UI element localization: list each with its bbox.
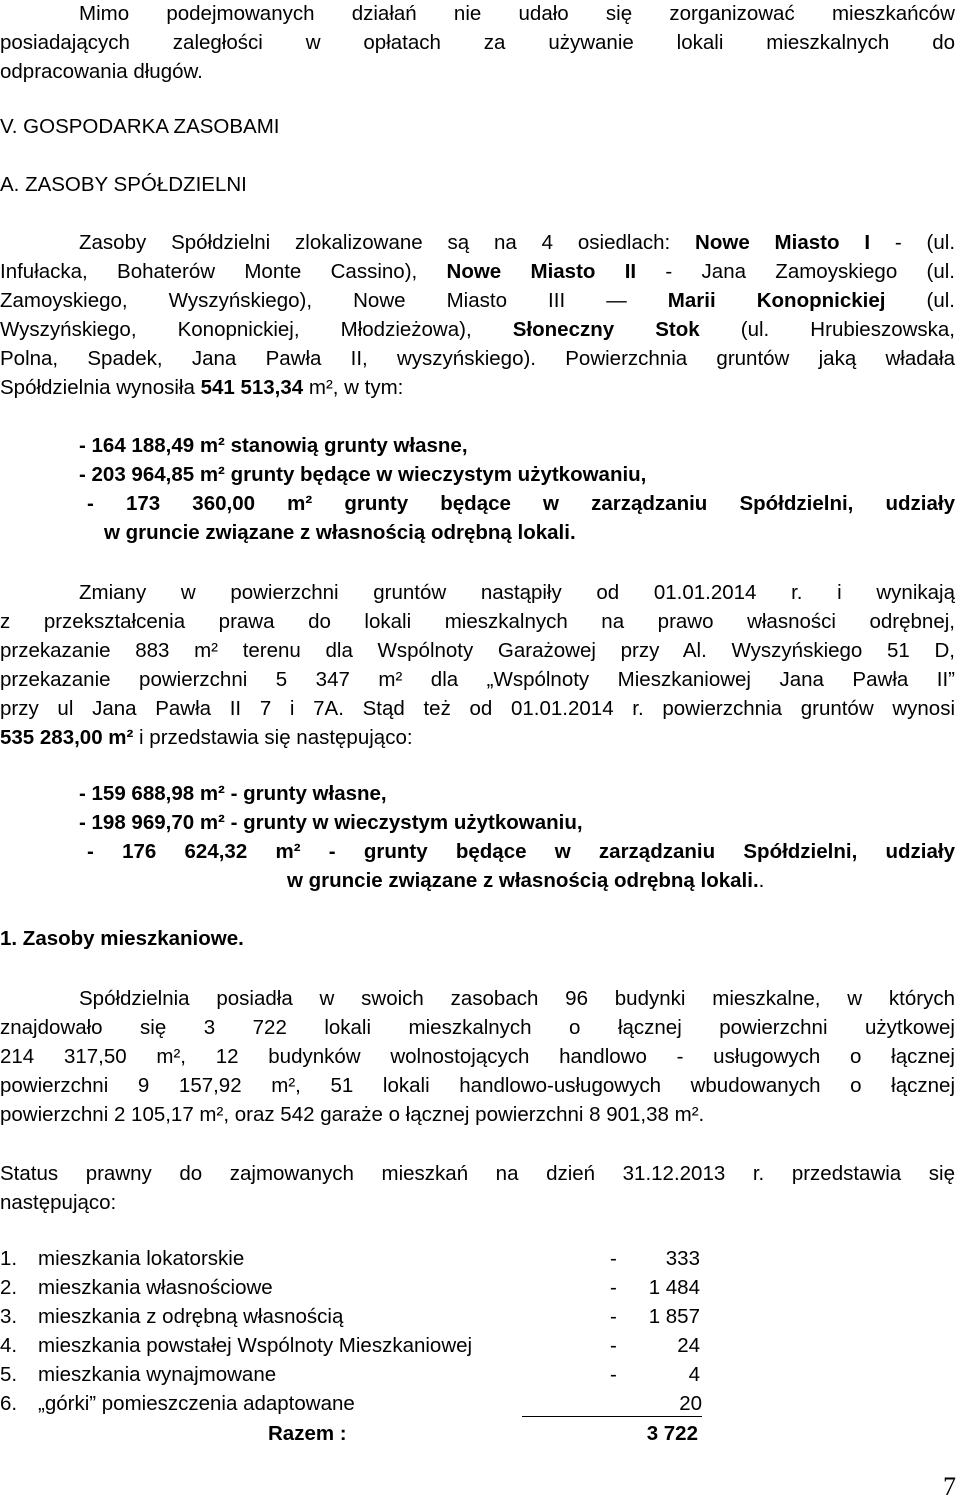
status-row	[0, 1276, 720, 1305]
text-run: (ul.	[885, 289, 955, 312]
text-run: Spółdzielnia wynosiła	[0, 376, 201, 399]
status-row	[0, 1334, 720, 1363]
text-line: Mimo podejmowanych działań nie udało się zorganizować mieszkańców	[79, 2, 955, 25]
text-line: następująco:	[0, 1191, 117, 1214]
estate-name: Nowe Miasto I	[695, 231, 871, 254]
subsection-title: 1. Zasoby mieszkaniowe.	[0, 927, 244, 950]
row-value: 333	[665, 1247, 700, 1270]
row-value: 1 484	[648, 1276, 700, 1299]
text-line: przekazanie powierzchni 5 347 m² dla „Wspólnoty Mieszkaniowej Jana Pawła II”	[0, 668, 955, 691]
status-row	[0, 1392, 720, 1421]
land-list-item: - 203 964,85 m² grunty będące w wieczystym użytkowaniu,	[79, 463, 647, 486]
text-run: i przedstawia się następująco:	[133, 726, 413, 749]
text-run: Zamoyskiego, Wyszyńskiego), Nowe Miasto III —	[0, 289, 668, 312]
status-row	[0, 1305, 720, 1334]
row-dash: -	[610, 1305, 617, 1328]
row-number: 5.	[0, 1363, 18, 1386]
text-run: Wyszyńskiego, Konopnickiej, Młodzieżowa),	[0, 318, 513, 341]
row-label: mieszkania lokatorskie	[38, 1247, 245, 1270]
estate-name: Marii Konopnickiej	[667, 289, 886, 312]
total-area: 541 513,34	[200, 376, 304, 399]
land-list-item: - 159 688,98 m² - grunty własne,	[79, 782, 387, 805]
text-line: przy ul Jana Pawła II 7 i 7A. Stąd też od 01.01.2014 r. powierzchnia gruntów wynosi	[0, 697, 955, 720]
changes-paragraph	[0, 578, 955, 752]
text-run: (ul. Hrubieszowska,	[699, 318, 955, 341]
row-value: 1 857	[648, 1305, 700, 1328]
text-line: odpracowania długów.	[0, 60, 203, 83]
row-number: 6.	[0, 1392, 18, 1415]
text-line: 214 317,50 m², 12 budynków wolnostojących handlowo - usługowych o łącznej	[0, 1045, 955, 1068]
section-heading: V. GOSPODARKA ZASOBAMI	[0, 115, 280, 138]
row-value-underlined: 20	[522, 1392, 702, 1417]
text-run: m², w tym:	[303, 376, 404, 399]
row-dash: -	[610, 1276, 617, 1299]
estate-name: Słoneczny Stok	[512, 318, 700, 341]
land-list-item: - 176 624,32 m² - grunty będące w zarządzaniu Spółdzielni, udziały	[87, 840, 955, 863]
text-line	[0, 228, 955, 257]
text-line	[0, 257, 955, 286]
status-row	[0, 1247, 720, 1276]
text-line: Spółdzielnia posiadła w swoich zasobach 96 budynki mieszkalne, w których	[79, 987, 955, 1010]
land-list-item: w gruncie związane z własnością odrębną lokali.	[104, 521, 576, 544]
current-area: 535 283,00 m²	[0, 726, 134, 749]
row-dash: -	[610, 1363, 617, 1386]
text-line	[0, 286, 955, 315]
text-run: - Jana Zamoyskiego (ul.	[636, 260, 955, 283]
row-number: 4.	[0, 1334, 18, 1357]
text-line: z przekształcenia prawa do lokali mieszkalnych na prawo własności odrębnej,	[0, 610, 955, 633]
row-label: mieszkania powstałej Wspólnoty Mieszkaniowej	[38, 1334, 473, 1357]
row-number: 3.	[0, 1305, 18, 1328]
status-intro-paragraph	[0, 1159, 955, 1217]
row-label: mieszkania wynajmowane	[38, 1363, 277, 1386]
land-list-item: - 198 969,70 m² - grunty w wieczystym użytkowaniu,	[79, 811, 583, 834]
total-label: Razem :	[268, 1422, 347, 1445]
land-paragraph	[0, 228, 955, 402]
row-label: „górki” pomieszczenia adaptowane	[38, 1392, 355, 1415]
text-line: posiadających zaległości w opłatach za używanie lokali mieszkalnych do	[0, 31, 955, 54]
total-row	[0, 1422, 720, 1451]
text-line: powierzchni 9 157,92 m², 51 lokali handlowo-usługowych wbudowanych o łącznej	[0, 1074, 955, 1097]
text-line: powierzchni 2 105,17 m², oraz 542 garaże o łącznej powierzchni 8 901,38 m².	[0, 1103, 705, 1126]
housing-paragraph	[0, 984, 955, 1129]
text-line: Zmiany w powierzchni gruntów nastąpiły od 01.01.2014 r. i wynikają	[79, 581, 955, 604]
text-line	[0, 373, 955, 402]
row-label: mieszkania własnościowe	[38, 1276, 273, 1299]
row-value	[522, 1392, 702, 1417]
land-list-item: - 164 188,49 m² stanowią grunty własne,	[79, 434, 468, 457]
text-run: - (ul.	[870, 231, 956, 254]
subsection-heading: A. ZASOBY SPÓŁDZIELNI	[0, 173, 247, 196]
text-run: Infułacka, Bohaterów Monte Cassino),	[0, 260, 447, 283]
estate-name: Nowe Miasto II	[446, 260, 637, 283]
text-line: przekazanie 883 m² terenu dla Wspólnoty Garażowej przy Al. Wyszyńskiego 51 D,	[0, 639, 955, 662]
row-dash: -	[610, 1247, 617, 1270]
text-run: .	[758, 869, 765, 892]
row-number: 2.	[0, 1276, 18, 1299]
row-value: 4	[688, 1363, 700, 1386]
row-value: 24	[677, 1334, 700, 1357]
land-list-item	[287, 869, 764, 893]
intro-paragraph	[0, 0, 955, 86]
total-value: 3 722	[646, 1422, 698, 1445]
land-list-item: - 173 360,00 m² grunty będące w zarządzaniu Spółdzielni, udziały	[87, 492, 955, 515]
text-run: w gruncie związane z własnością odrębną lokali.	[287, 869, 759, 892]
status-row	[0, 1363, 720, 1392]
text-line	[0, 315, 955, 344]
text-line: Polna, Spadek, Jana Pawła II, wyszyńskiego). Powierzchnia gruntów jaką władała	[0, 347, 955, 370]
row-number: 1.	[0, 1247, 18, 1270]
row-label: mieszkania z odrębną własnością	[38, 1305, 344, 1328]
text-run: Zasoby Spółdzielni zlokalizowane są na 4 osiedlach:	[79, 231, 696, 254]
text-line: znajdowało się 3 722 lokali mieszkalnych o łącznej powierzchni użytkowej	[0, 1016, 955, 1039]
text-line: Status prawny do zajmowanych mieszkań na dzień 31.12.2013 r. przedstawia się	[0, 1162, 955, 1185]
page-number: 7	[943, 1472, 956, 1501]
text-line	[0, 723, 955, 752]
row-dash: -	[610, 1334, 617, 1357]
